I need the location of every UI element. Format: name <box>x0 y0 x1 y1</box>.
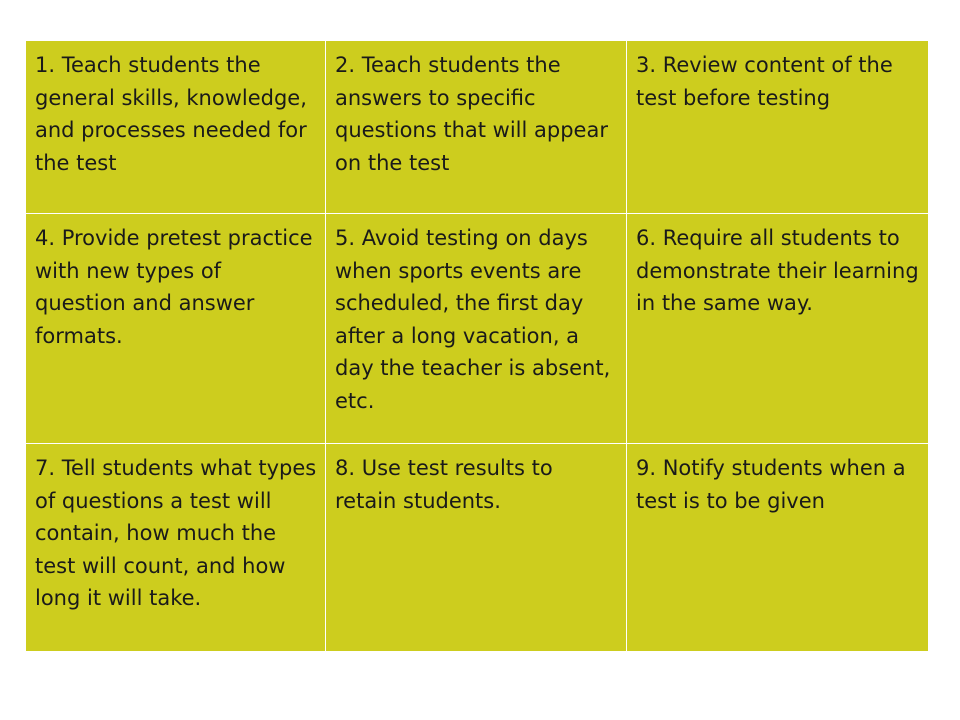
table-row <box>26 214 929 444</box>
table-cell-2: 2. Teach students the answers to specific questions that will appear on the test <box>326 41 627 214</box>
table-row <box>26 41 929 214</box>
table-cell-8: 8. Use test results to retain students. <box>326 444 627 652</box>
test-practices-table <box>25 40 929 652</box>
table-cell-6: 6. Require all students to demonstrate their learning in the same way. <box>627 214 929 444</box>
table-cell-5: 5. Avoid testing on days when sports events are scheduled, the first day after a long vacation, a day the teacher is absent, etc. <box>326 214 627 444</box>
table-cell-7: 7. Tell students what types of questions a test will contain, how much the test will count, and how long it will take. <box>26 444 326 652</box>
table-cell-3: 3. Review content of the test before testing <box>627 41 929 214</box>
table-cell-9: 9. Notify students when a test is to be given <box>627 444 929 652</box>
table-cell-1: 1. Teach students the general skills, knowledge, and processes needed for the test <box>26 41 326 214</box>
table-cell-4: 4. Provide pretest practice with new types of question and answer formats. <box>26 214 326 444</box>
table-row <box>26 444 929 652</box>
